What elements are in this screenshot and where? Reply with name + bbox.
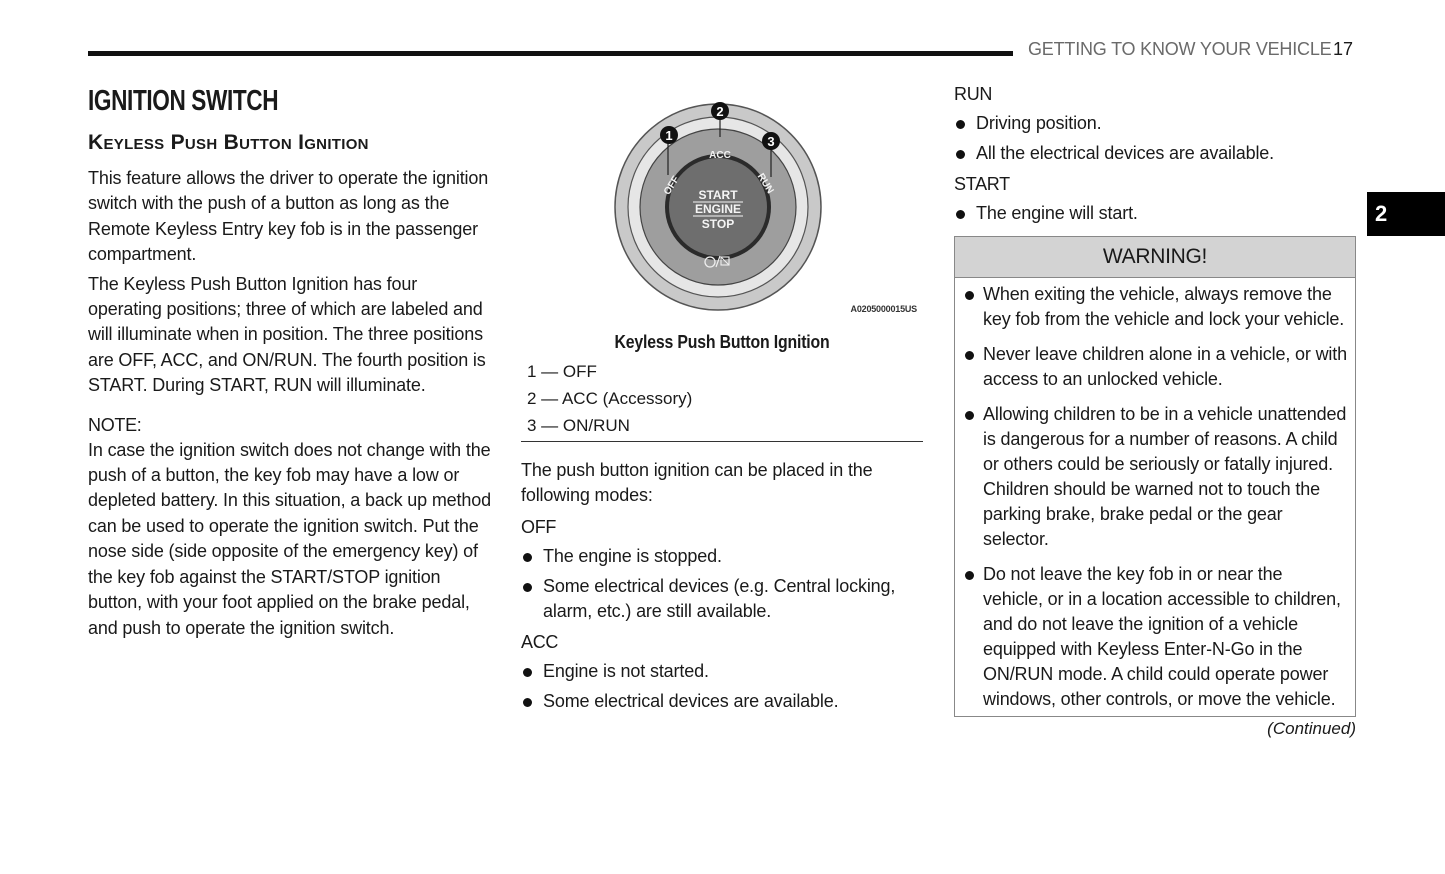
left-column [88,80,493,645]
bullet-icon [523,553,532,562]
callout-3 [762,132,780,150]
callout-2 [711,102,729,120]
right-column [954,80,1357,739]
mode-start-list [954,201,1357,226]
mode-run-list [954,111,1357,166]
list-item-text: Some electrical devices are available. [543,690,839,711]
warning-body [955,278,1355,716]
warning-box [954,236,1356,717]
list-item-text: Driving position. [976,113,1102,133]
legend-divider [521,441,923,442]
list-item-text: Some electrical devices (e.g. Central locking, alarm, etc.) are still available. [543,575,896,621]
list-item [954,201,1357,226]
mode-acc-list [521,659,923,714]
running-head: GETTING TO KNOW YOUR VEHICLE [1028,39,1332,59]
callout-2-label: 2 [716,104,724,119]
ignition-figure [521,95,923,330]
list-item [521,659,923,684]
button-label-engine: ENGINE [694,202,742,216]
warning-item [963,342,1347,392]
warning-item-text: Never leave children alone in a vehicle, or with access to an unlocked vehicle. [983,344,1347,389]
list-item-text: The engine is stopped. [543,545,722,566]
warning-item-text: Do not leave the key fob in or near the vehicle, or in a location accessible to children, and do not leave the ignition of a vehicle equipped with Keyless Enter-N-Go in the ON/RUN mode. A child could operate power windows, other controls, or move the vehicle. [983,564,1341,709]
callout-1 [660,126,678,144]
dial-label-off: OFF [661,174,682,198]
button-label-start: START [698,188,738,202]
positions-paragraph: The Keyless Push Button Ignition has four operating positions; three of which are labeled and will illuminate when in position. The three positions are OFF, ACC, and ON/RUN. The fourth position is START. During START, RUN will illuminate. [88,273,486,396]
list-item-text: All the electrical devices are available. [976,143,1275,163]
figure-caption: Keyless Push Button Ignition [614,332,830,352]
list-item [521,574,923,624]
bullet-icon [523,583,532,592]
bullet-icon [523,668,532,677]
mode-label-acc: ACC [521,631,559,652]
legend-item: 2 — ACC (Accessory) [527,389,693,408]
bullet-icon [965,291,974,300]
list-item [954,141,1357,166]
ignition-dial-illustration [521,95,923,330]
continued-label: (Continued) [1267,719,1356,738]
figure-legend [527,358,923,439]
mode-label-off: OFF [521,516,557,537]
list-item [521,689,923,714]
bullet-icon [956,150,965,159]
modes-intro: The push button ignition can be placed in the following modes: [521,460,873,506]
mode-label-run: RUN [954,84,993,104]
warning-item [963,562,1347,712]
callout-3-label: 3 [767,134,775,149]
bullet-icon [965,411,974,420]
note-text: In case the ignition switch does not change with the push of a button, the key fob may have a low or depleted battery. In this situation, a back up method can be used to operate the ignition switch. Put the nose side (side opposite of the emergency key) of the key fob against the START/STOP ignition button, with your foot applied on the brake pedal, and push to operate the ignition switch. [88,439,491,638]
warning-item [963,282,1347,332]
bullet-icon [965,351,974,360]
dial-label-acc: ACC [709,150,731,161]
section-title: IGNITION SWITCH [88,85,279,117]
warning-title: WARNING! [955,237,1355,278]
warning-item [963,402,1347,552]
warning-item-text: Allowing children to be in a vehicle unattended is dangerous for a number of reasons. A child or others could be seriously or fatally injured. Children should be warned not to touch the parking brake, brake pedal or the gear selector. [983,404,1347,549]
button-label-stop: STOP [701,217,735,231]
callout-1-label: 1 [665,128,673,143]
bullet-icon [956,120,965,129]
mode-label-start: START [954,174,1010,194]
note-label: NOTE: [88,414,142,435]
chapter-tab[interactable]: 2 [1367,192,1445,236]
legend-item: 3 — ON/RUN [527,416,630,435]
list-item-text: Engine is not started. [543,660,709,681]
bullet-icon [523,698,532,707]
bullet-icon [956,210,965,219]
figure-code: A0205000015US [850,304,917,314]
legend-item: 1 — OFF [527,362,597,381]
list-item-text: The engine will start. [976,203,1138,223]
dial-label-run: RUN [754,171,776,196]
intro-paragraph: This feature allows the driver to operate the ignition switch with the push of a button as long as the Remote Keyless Entry key fob is in the passenger compartment. [88,168,489,265]
mode-off-list [521,544,923,624]
header-rule [88,51,1013,56]
list-item [521,544,923,569]
bullet-icon [965,571,974,580]
page-number: 17 [1333,39,1354,59]
warning-list [963,282,1347,712]
list-item [954,111,1357,136]
middle-column [521,95,923,719]
warning-item-text: When exiting the vehicle, always remove the key fob from the vehicle and lock your vehicle. [983,284,1345,329]
subsection-title: Keyless Push Button Ignition [88,131,369,154]
